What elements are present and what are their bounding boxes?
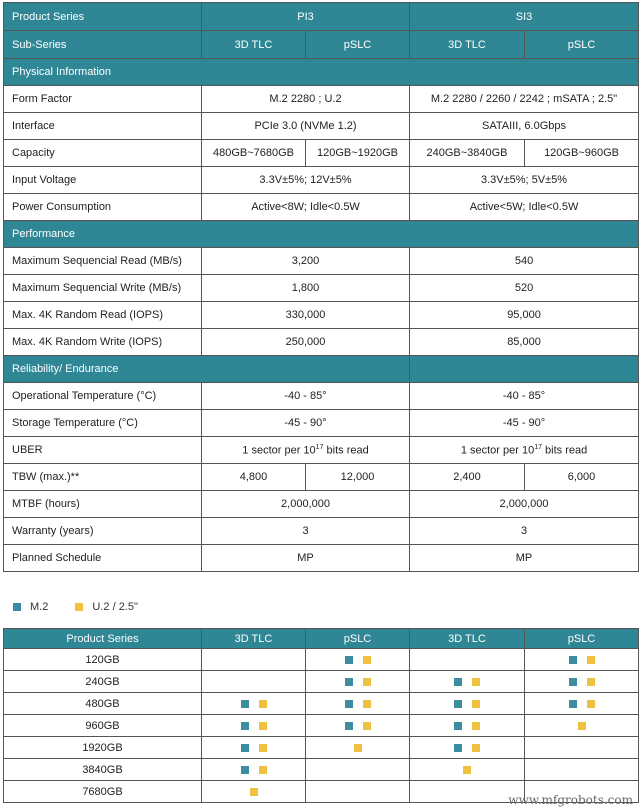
legend-item-u2 — [75, 601, 137, 613]
capacity-label: 3840GB — [4, 759, 202, 781]
capacity-label: 960GB — [4, 715, 202, 737]
pi3-value: Active<8W; Idle<0.5W — [202, 194, 410, 221]
row-label: Max. 4K Random Write (IOPS) — [4, 329, 202, 356]
pi3-value: 3 — [202, 518, 410, 545]
subseries-cell: pSLC — [306, 31, 410, 59]
table-row — [4, 383, 639, 410]
section-reliability — [4, 356, 639, 383]
legend-label: U.2 / 2.5" — [92, 601, 138, 613]
u2-square-icon — [472, 678, 480, 686]
uber-exponent: 17 — [315, 443, 324, 451]
section-performance — [4, 221, 639, 248]
capacity-label: 480GB — [4, 693, 202, 715]
capacity-label: 7680GB — [4, 781, 202, 803]
availability-cell — [306, 759, 410, 781]
u2-square-icon — [472, 744, 480, 752]
row-label: Warranty (years) — [4, 518, 202, 545]
si3-value: MP — [410, 545, 639, 572]
m2-square-icon — [569, 700, 577, 708]
si3-value — [410, 437, 639, 464]
cell-value: 480GB~7680GB — [202, 140, 306, 167]
si3-value: 540 — [410, 248, 639, 275]
availability-cell — [525, 715, 639, 737]
si3-value: -40 - 85° — [410, 383, 639, 410]
legend-label: M.2 — [30, 601, 49, 613]
pi3-value: PCIe 3.0 (NVMe 1.2) — [202, 113, 410, 140]
u2-square-icon — [363, 656, 371, 664]
section-title: Reliability/ Endurance — [4, 356, 410, 383]
section-title: Physical Information — [4, 59, 639, 86]
subseries-row — [4, 31, 639, 59]
section-title: Performance — [4, 221, 639, 248]
pi3-value: 3,200 — [202, 248, 410, 275]
u2-square-icon — [259, 766, 267, 774]
table-row — [4, 693, 639, 715]
table-row — [4, 464, 639, 491]
pi3-value: 1,800 — [202, 275, 410, 302]
availability-cell — [202, 737, 306, 759]
pi3-value: 2,000,000 — [202, 491, 410, 518]
availability-cell — [410, 781, 525, 803]
pi3-value: 250,000 — [202, 329, 410, 356]
m2-square-icon — [454, 700, 462, 708]
table-row — [4, 329, 639, 356]
cell-value: 6,000 — [525, 464, 639, 491]
row-label: Interface — [4, 113, 202, 140]
table-row — [4, 649, 639, 671]
availability-cell — [306, 737, 410, 759]
row-label: Storage Temperature (°C) — [4, 410, 202, 437]
m2-square-icon — [345, 678, 353, 686]
m2-square-icon — [345, 722, 353, 730]
m2-square-icon — [454, 744, 462, 752]
si3-value: M.2 2280 / 2260 / 2242 ; mSATA ; 2.5" — [410, 86, 639, 113]
si3-value: 520 — [410, 275, 639, 302]
spec-table — [3, 2, 639, 572]
pi3-value: M.2 2280 ; U.2 — [202, 86, 410, 113]
subseries-label: Sub-Series — [4, 31, 202, 59]
u2-square-icon — [587, 678, 595, 686]
series-header-row — [4, 3, 639, 31]
subseries-cell: 3D TLC — [410, 31, 525, 59]
table-row — [4, 715, 639, 737]
table-row — [4, 275, 639, 302]
availability-cell — [202, 693, 306, 715]
u2-square-icon — [250, 788, 258, 796]
cell-value: 4,800 — [202, 464, 306, 491]
watermark: www.mfgrobots.com — [508, 793, 633, 807]
table-row — [4, 113, 639, 140]
u2-square-icon — [259, 722, 267, 730]
u2-square-icon — [259, 744, 267, 752]
cell-value: 12,000 — [306, 464, 410, 491]
row-label: TBW (max.)** — [4, 464, 202, 491]
si3-value: -45 - 90° — [410, 410, 639, 437]
u2-square-icon — [259, 700, 267, 708]
availability-header-row — [4, 629, 639, 649]
table-row — [4, 140, 639, 167]
pi3-value: 330,000 — [202, 302, 410, 329]
availability-cell — [306, 671, 410, 693]
cell-value: 2,400 — [410, 464, 525, 491]
u2-square-icon — [363, 678, 371, 686]
availability-cell — [306, 715, 410, 737]
u2-square-icon — [463, 766, 471, 774]
row-label: Capacity — [4, 140, 202, 167]
section-physical — [4, 59, 639, 86]
availability-cell — [202, 715, 306, 737]
table-row — [4, 545, 639, 572]
m2-square-icon — [241, 722, 249, 730]
uber-exponent: 17 — [534, 443, 542, 451]
subseries-cell: pSLC — [525, 31, 639, 59]
capacity-label: 120GB — [4, 649, 202, 671]
series-si3: SI3 — [410, 3, 639, 31]
table-row — [4, 167, 639, 194]
availability-cell — [306, 649, 410, 671]
pi3-value: 3.3V±5%; 12V±5% — [202, 167, 410, 194]
pi3-value: MP — [202, 545, 410, 572]
m2-square-icon — [241, 766, 249, 774]
header-cell: 3D TLC — [410, 629, 525, 649]
capacity-label: 240GB — [4, 671, 202, 693]
legend — [13, 601, 162, 615]
table-row — [4, 248, 639, 275]
si3-value: Active<5W; Idle<0.5W — [410, 194, 639, 221]
m2-square-icon — [241, 744, 249, 752]
uber-text: bits read — [323, 444, 369, 457]
m2-square-icon — [345, 700, 353, 708]
pi3-value: -40 - 85° — [202, 383, 410, 410]
availability-cell — [306, 781, 410, 803]
availability-cell — [525, 693, 639, 715]
si3-value: 85,000 — [410, 329, 639, 356]
m2-square-icon — [345, 656, 353, 664]
series-pi3: PI3 — [202, 3, 410, 31]
u2-square-icon — [363, 700, 371, 708]
availability-cell — [202, 759, 306, 781]
header-cell: 3D TLC — [202, 629, 306, 649]
row-label: Planned Schedule — [4, 545, 202, 572]
si3-value: 95,000 — [410, 302, 639, 329]
table-row — [4, 518, 639, 545]
availability-cell — [202, 781, 306, 803]
si3-value: SATAIII, 6.0Gbps — [410, 113, 639, 140]
table-row — [4, 86, 639, 113]
uber-text: bits read — [541, 444, 588, 457]
table-row — [4, 759, 639, 781]
availability-cell — [410, 715, 525, 737]
u2-square-icon — [363, 722, 371, 730]
uber-text: 1 sector per 10 — [242, 444, 316, 457]
m2-square-icon — [569, 678, 577, 686]
header-cell: Product Series — [4, 629, 202, 649]
u2-square-icon — [578, 722, 586, 730]
cell-value: 120GB~960GB — [525, 140, 639, 167]
availability-cell — [525, 649, 639, 671]
table-row — [4, 491, 639, 518]
table-row — [4, 194, 639, 221]
row-label: Maximum Sequencial Read (MB/s) — [4, 248, 202, 275]
row-label: Form Factor — [4, 86, 202, 113]
pi3-value — [202, 437, 410, 464]
availability-cell — [410, 759, 525, 781]
availability-table — [3, 628, 639, 803]
m2-square-icon — [241, 700, 249, 708]
m2-square-icon — [569, 656, 577, 664]
availability-cell — [410, 737, 525, 759]
m2-square-icon — [454, 722, 462, 730]
section-blank — [410, 356, 639, 383]
u2-square-icon — [587, 700, 595, 708]
availability-body — [4, 649, 639, 803]
row-label: Max. 4K Random Read (IOPS) — [4, 302, 202, 329]
row-label: Power Consumption — [4, 194, 202, 221]
m2-square-icon — [454, 678, 462, 686]
pi3-value: -45 - 90° — [202, 410, 410, 437]
availability-cell — [410, 649, 525, 671]
table-row — [4, 737, 639, 759]
availability-cell — [525, 759, 639, 781]
table-row — [4, 671, 639, 693]
si3-value: 3 — [410, 518, 639, 545]
availability-cell — [410, 693, 525, 715]
row-label: UBER — [4, 437, 202, 464]
u2-square-icon — [472, 700, 480, 708]
u2-square-icon — [75, 603, 83, 611]
cell-value: 120GB~1920GB — [306, 140, 410, 167]
header-cell: pSLC — [525, 629, 639, 649]
capacity-label: 1920GB — [4, 737, 202, 759]
si3-value: 3.3V±5%; 5V±5% — [410, 167, 639, 194]
row-label: MTBF (hours) — [4, 491, 202, 518]
availability-cell — [202, 671, 306, 693]
availability-cell — [410, 671, 525, 693]
table-row — [4, 437, 639, 464]
row-label: Operational Temperature (°C) — [4, 383, 202, 410]
header-cell: pSLC — [306, 629, 410, 649]
row-label: Maximum Sequencial Write (MB/s) — [4, 275, 202, 302]
availability-cell — [525, 671, 639, 693]
m2-square-icon — [13, 603, 21, 611]
series-header-label: Product Series — [4, 3, 202, 31]
availability-cell — [525, 737, 639, 759]
legend-item-m2 — [13, 601, 48, 613]
uber-text: 1 sector per 10 — [460, 444, 535, 457]
row-label: Input Voltage — [4, 167, 202, 194]
cell-value: 240GB~3840GB — [410, 140, 525, 167]
availability-cell — [306, 693, 410, 715]
si3-value: 2,000,000 — [410, 491, 639, 518]
subseries-cell: 3D TLC — [202, 31, 306, 59]
u2-square-icon — [587, 656, 595, 664]
u2-square-icon — [472, 722, 480, 730]
availability-cell — [202, 649, 306, 671]
table-row — [4, 410, 639, 437]
table-row — [4, 302, 639, 329]
u2-square-icon — [354, 744, 362, 752]
